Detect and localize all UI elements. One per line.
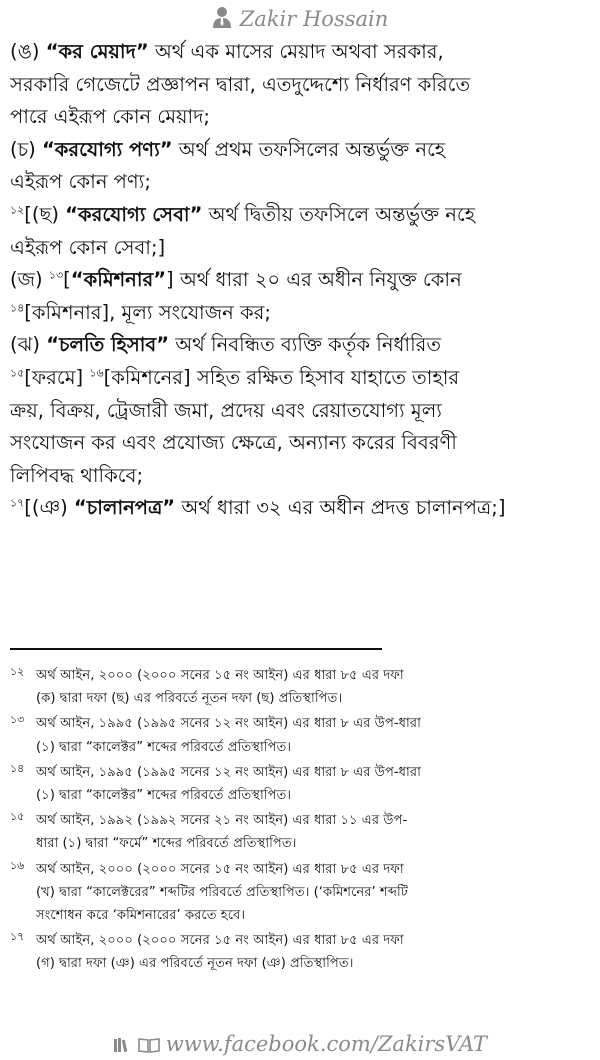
text-run: সরকারি গেজেটে প্রজ্ঞাপন দ্বারা, এতদুদ্দেশ্যে নির্ধারণ করিতে bbox=[10, 72, 471, 96]
text-line bbox=[10, 101, 594, 134]
text-run: [ bbox=[63, 268, 71, 292]
text-run: অর্থ নিবন্ধিত ব্যক্তি কর্তৃক নির্ধারিত bbox=[169, 333, 442, 357]
footnote-text: সংশোধন করে ‘কমিশনারের’ করতে হবে। bbox=[36, 907, 246, 923]
text-line bbox=[10, 492, 594, 525]
text-run: [কমিশনের] সহিত রক্ষিত হিসাব যাহাতে তাহার bbox=[103, 365, 460, 389]
person-icon bbox=[212, 6, 232, 36]
footnote-line bbox=[10, 904, 594, 927]
footnote-line bbox=[10, 761, 594, 784]
text-line bbox=[10, 362, 594, 395]
footnote bbox=[10, 664, 594, 710]
footnote-line bbox=[10, 712, 594, 735]
footnote-number: ১৫ bbox=[10, 810, 25, 824]
footnote-line bbox=[10, 929, 594, 952]
text-run: (ঝ) bbox=[10, 333, 47, 357]
text-run: অর্থ প্রথম তফসিলের অন্তর্ভুক্ত নহে bbox=[172, 137, 446, 161]
footnote bbox=[10, 761, 594, 807]
text-line bbox=[10, 395, 594, 428]
text-line bbox=[10, 199, 594, 232]
text-line bbox=[10, 36, 594, 69]
text-line bbox=[10, 134, 594, 167]
text-line bbox=[10, 329, 594, 362]
footnote-number: ১৩ bbox=[10, 713, 25, 727]
footnote-line bbox=[10, 664, 594, 687]
footnote-divider bbox=[10, 648, 382, 650]
footnote-number: ১৪ bbox=[10, 761, 25, 775]
footnote-text: ধারা (১) দ্বারা “ফর্মে” শব্দের পরিবর্তে প্রতিস্থাপিত। bbox=[36, 836, 297, 852]
text-run: [(ছ) bbox=[24, 202, 66, 226]
text-run: এইরূপ কোন পণ্য; bbox=[10, 170, 151, 194]
page-footer bbox=[0, 1030, 600, 1058]
footnote-ref: ১৫ bbox=[10, 366, 25, 380]
footnote bbox=[10, 858, 594, 928]
footnote-text: (১) দ্বারা “কালেক্টর” শব্দের পরিবর্তে প্রতিস্থাপিত। bbox=[36, 739, 292, 755]
definitions-text bbox=[10, 36, 594, 525]
footnote-number: ১৭ bbox=[10, 930, 25, 944]
footnote-ref: ১৪ bbox=[10, 301, 25, 315]
footnote-line bbox=[10, 809, 594, 832]
text-line bbox=[10, 460, 594, 493]
footnote-text: অর্থ আইন, ১৯৯৫ (১৯৯৫ সনের ১২ নং আইন) এর ধারা ৮ এর উপ-ধারা bbox=[36, 764, 421, 780]
defined-term: “চালানপত্র” bbox=[73, 496, 176, 520]
text-run: [ফরমে] bbox=[24, 365, 90, 389]
text-line bbox=[10, 297, 594, 330]
footnote-text: (ক) দ্বারা দফা (ছ) এর পরিবর্তে নূতন দফা (ছ) প্রতিস্থাপিত। bbox=[36, 691, 343, 707]
page-header bbox=[0, 4, 600, 34]
footnote-text: (গ) দ্বারা দফা (ঞ) এর পরিবর্তে নূতন দফা (ঞ) প্রতিস্থাপিত। bbox=[36, 956, 354, 972]
footnote-ref: ১৭ bbox=[10, 496, 25, 510]
text-line bbox=[10, 166, 594, 199]
footnote bbox=[10, 712, 594, 758]
text-run: ক্রয়, বিক্রয়, ট্রেজারী জমা, প্রদেয় এবং রেয়াতযোগ্য মূল্য bbox=[10, 398, 442, 422]
footnote-text: অর্থ আইন, ১৯৯৫ (১৯৯৫ সনের ১২ নং আইন) এর ধারা ৮ এর উপ-ধারা bbox=[36, 716, 421, 732]
text-run: অর্থ এক মাসের মেয়াদ অথবা সরকার, bbox=[148, 40, 444, 63]
text-run: এইরূপ কোন সেবা;] bbox=[10, 235, 166, 259]
footnote bbox=[10, 929, 594, 975]
footnote-ref: ১৩ bbox=[48, 268, 64, 282]
text-run: পারে এইরূপ কোন মেয়াদ; bbox=[10, 105, 211, 129]
footnote-line bbox=[10, 687, 594, 710]
text-run: (ঙ) bbox=[10, 40, 46, 63]
footnote-number: ১২ bbox=[10, 665, 25, 678]
open-book-icon bbox=[138, 1034, 160, 1058]
text-line bbox=[10, 69, 594, 102]
defined-term: “কমিশনার” bbox=[70, 268, 167, 292]
defined-term: “কর মেয়াদ” bbox=[45, 40, 149, 63]
footnote bbox=[10, 809, 594, 855]
text-run: (জ) bbox=[10, 268, 49, 292]
defined-term: “করযোগ্য সেবা” bbox=[65, 202, 203, 226]
footnote-text: (১) দ্বারা “কালেক্টর” শব্দের পরিবর্তে প্রতিস্থাপিত। bbox=[36, 787, 292, 803]
footnote-text: অর্থ আইন, ১৯৯২ (১৯৯২ সনের ২১ নং আইন) এর ধারা ১১ এর উপ- bbox=[36, 813, 408, 829]
text-run: (চ) bbox=[10, 137, 42, 161]
footnote-line bbox=[10, 832, 594, 855]
text-line bbox=[10, 232, 594, 265]
text-run: অর্থ ধারা ৩২ এর অধীন প্রদত্ত চালানপত্র;] bbox=[175, 496, 506, 520]
footnote-line bbox=[10, 952, 594, 975]
footnote-text: অর্থ আইন, ২০০০ (২০০০ সনের ১৫ নং আইন) এর ধারা ৮৫ এর দফা bbox=[36, 668, 404, 683]
text-line bbox=[10, 264, 594, 297]
books-icon bbox=[113, 1034, 138, 1058]
footnote-text: অর্থ আইন, ২০০০ (২০০০ সনের ১৫ নং আইন) এর ধারা ৮৫ এর দফা bbox=[36, 861, 404, 877]
text-run: লিপিবদ্ধ থাকিবে; bbox=[10, 463, 144, 487]
defined-term: “করযোগ্য পণ্য” bbox=[41, 137, 173, 161]
footnote-ref: ১২ bbox=[10, 203, 25, 217]
text-line bbox=[10, 427, 594, 460]
footnote-line bbox=[10, 784, 594, 807]
text-run: ] অর্থ ধারা ২০ এর অধীন নিযুক্ত কোন bbox=[166, 268, 462, 292]
footnote-line bbox=[10, 736, 594, 759]
brand-name: Zakir Hossain bbox=[239, 7, 389, 31]
footer-url: www.facebook.com/ZakirsVAT bbox=[165, 1032, 487, 1056]
footnote-text: (খ) দ্বারা “কালেক্টরের” শব্দটির পরিবর্তে প্রতিস্থাপিত। (‘কমিশনের’ শব্দটি bbox=[36, 884, 408, 900]
text-run: [(ঞ) bbox=[24, 496, 74, 520]
footnote-line bbox=[10, 881, 594, 904]
text-run: [কমিশনার], মূল্য সংযোজন কর; bbox=[24, 300, 271, 324]
text-run: সংযোজন কর এবং প্রযোজ্য ক্ষেত্রে, অন্যান্য করের বিবরণী bbox=[10, 431, 457, 455]
defined-term: “চলতি হিসাব” bbox=[46, 333, 170, 357]
text-run: অর্থ দ্বিতীয় তফসিলে অন্তর্ভুক্ত নহে bbox=[202, 202, 475, 226]
footnotes bbox=[10, 664, 594, 977]
footnote-number: ১৬ bbox=[10, 858, 25, 872]
footnote-line bbox=[10, 858, 594, 881]
footnote-text: অর্থ আইন, ২০০০ (২০০০ সনের ১৫ নং আইন) এর ধারা ৮৫ এর দফা bbox=[36, 933, 404, 949]
footnote-ref: ১৬ bbox=[89, 366, 104, 380]
